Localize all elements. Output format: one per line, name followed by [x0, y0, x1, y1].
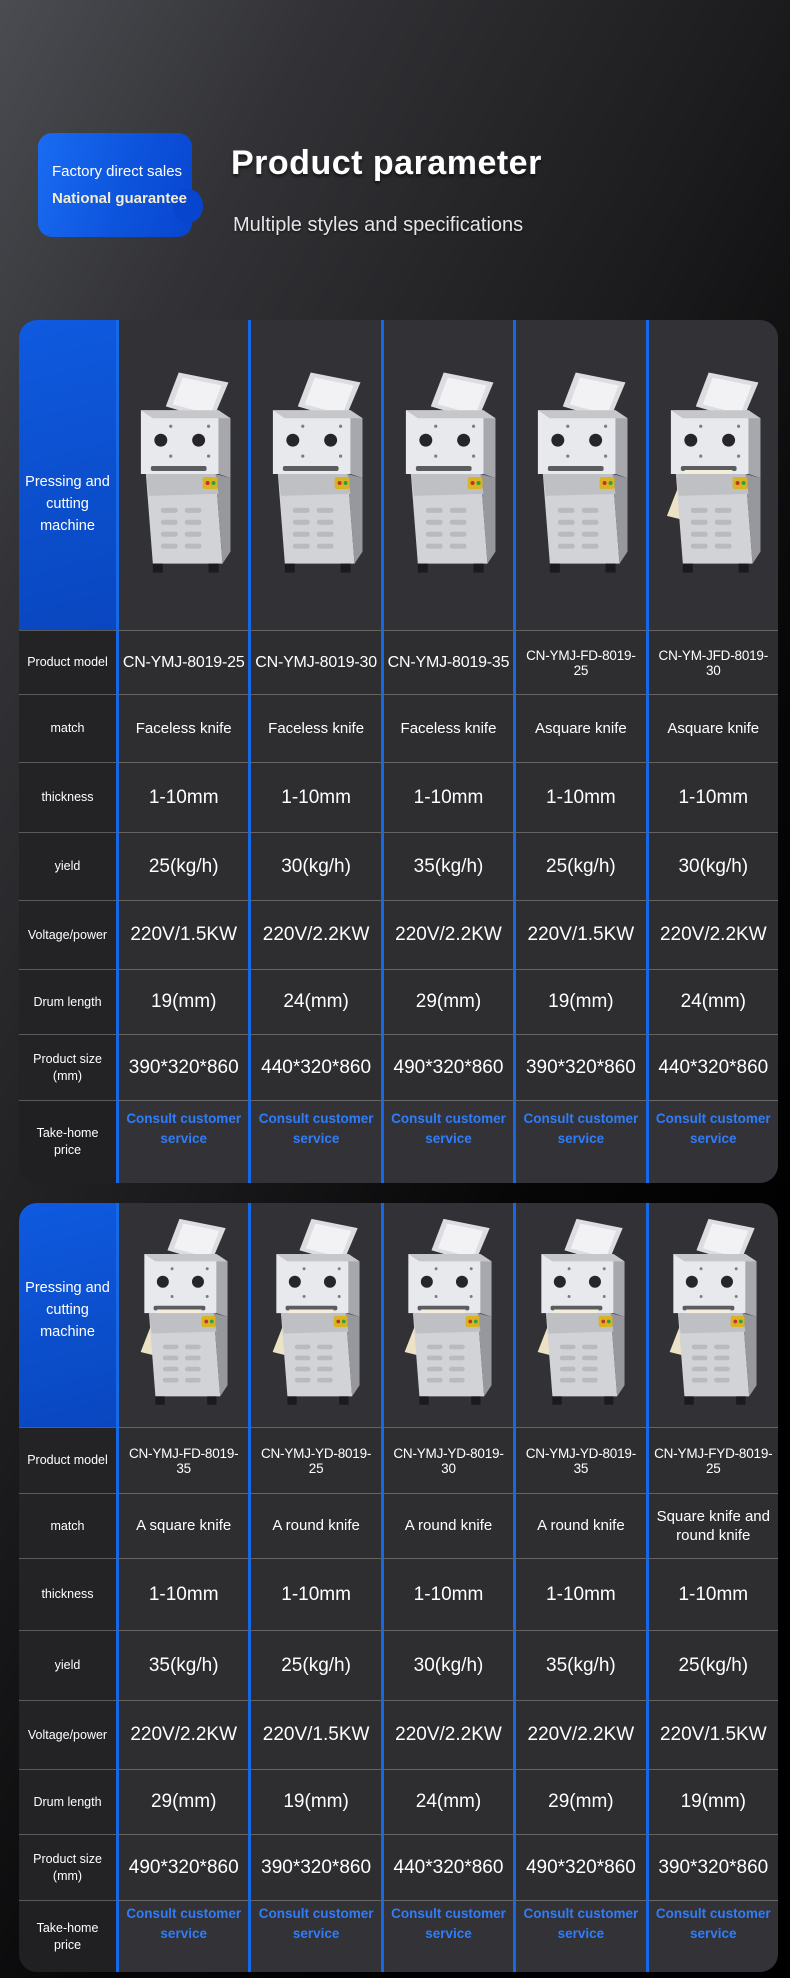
spec-value-drum: 19(mm) [116, 969, 248, 1034]
spec-value-model: CN-YMJ-YD-8019-25 [248, 1427, 380, 1493]
spec-value-model: CN-YMJ-FD-8019-35 [116, 1427, 248, 1493]
row-label-model: Product model [19, 630, 116, 694]
consult-service-link[interactable]: Consult customer service [646, 1100, 778, 1183]
spec-value-size: 390*320*860 [248, 1834, 380, 1900]
spec-value-size: 440*320*860 [646, 1034, 778, 1100]
spec-value-model: CN-YMJ-8019-30 [248, 630, 380, 694]
row-label-model: Product model [19, 1427, 116, 1493]
spec-value-drum: 19(mm) [646, 1769, 778, 1834]
spec-value-thickness: 1-10mm [646, 762, 778, 832]
row-label-yield: yield [19, 832, 116, 900]
spec-value-voltage: 220V/1.5KW [116, 900, 248, 969]
spec-value-match: Square knife and round knife [646, 1493, 778, 1558]
spec-table-2 [19, 1203, 778, 1972]
spec-value-yield: 30(kg/h) [381, 1630, 513, 1700]
product-photo-machine-with-noodles [646, 320, 778, 630]
noodle-machine-image [388, 1217, 508, 1413]
spec-value-match: Faceless knife [248, 694, 380, 762]
consult-service-link[interactable]: Consult customer service [116, 1900, 248, 1972]
spec-value-size: 390*320*860 [513, 1034, 645, 1100]
row-label-size: Product size (mm) [19, 1034, 116, 1100]
row-label-match: match [19, 694, 116, 762]
spec-value-match: Asquare knife [646, 694, 778, 762]
spec-value-drum: 24(mm) [381, 1769, 513, 1834]
spec-value-yield: 25(kg/h) [513, 832, 645, 900]
page-subtitle: Multiple styles and specifications [233, 214, 524, 236]
noodle-machine-image [384, 338, 513, 614]
table-corner-text: Pressing and cutting machine [25, 1280, 110, 1340]
row-label-thickness: thickness [19, 1558, 116, 1630]
product-photo-machine [116, 320, 248, 630]
noodle-machine-image [653, 1217, 773, 1413]
spec-value-drum: 19(mm) [248, 1769, 380, 1834]
row-label-price: Take-home price [19, 1100, 116, 1183]
noodle-machine-image [649, 338, 778, 614]
row-label-yield: yield [19, 1630, 116, 1700]
spec-value-thickness: 1-10mm [513, 1558, 645, 1630]
product-photo-machine [513, 320, 645, 630]
spec-value-match: Faceless knife [381, 694, 513, 762]
table-corner-label [19, 1203, 116, 1427]
spec-value-size: 490*320*860 [513, 1834, 645, 1900]
spec-value-voltage: 220V/1.5KW [646, 1700, 778, 1769]
spec-value-model: CN-YMJ-8019-35 [381, 630, 513, 694]
product-photo-machine-with-noodles [646, 1203, 778, 1427]
consult-service-link[interactable]: Consult customer service [248, 1100, 380, 1183]
promo-badge [38, 133, 192, 237]
spec-value-model: CN-YMJ-YD-8019-30 [381, 1427, 513, 1493]
spec-value-voltage: 220V/2.2KW [116, 1700, 248, 1769]
spec-value-drum: 29(mm) [513, 1769, 645, 1834]
spec-value-voltage: 220V/2.2KW [646, 900, 778, 969]
spec-value-thickness: 1-10mm [381, 1558, 513, 1630]
consult-service-link[interactable]: Consult customer service [248, 1900, 380, 1972]
product-photo-machine-with-noodles [381, 1203, 513, 1427]
spec-value-voltage: 220V/1.5KW [513, 900, 645, 969]
spec-value-yield: 35(kg/h) [116, 1630, 248, 1700]
spec-value-model: CN-YMJ-FYD-8019-25 [646, 1427, 778, 1493]
row-label-voltage: Voltage/power [19, 1700, 116, 1769]
spec-value-voltage: 220V/2.2KW [381, 900, 513, 969]
spec-value-size: 440*320*860 [381, 1834, 513, 1900]
product-photo-machine [381, 320, 513, 630]
consult-service-link[interactable]: Consult customer service [513, 1900, 645, 1972]
spec-value-match: Asquare knife [513, 694, 645, 762]
noodle-machine-image [521, 1217, 641, 1413]
spec-value-voltage: 220V/1.5KW [248, 1700, 380, 1769]
spec-value-thickness: 1-10mm [248, 1558, 380, 1630]
spec-value-drum: 24(mm) [646, 969, 778, 1034]
spec-value-yield: 30(kg/h) [646, 832, 778, 900]
spec-value-model: CN-YMJ-YD-8019-35 [513, 1427, 645, 1493]
spec-value-model: CN-YMJ-FD-8019-25 [513, 630, 645, 694]
spec-value-thickness: 1-10mm [513, 762, 645, 832]
spec-value-yield: 25(kg/h) [248, 1630, 380, 1700]
spec-value-size: 490*320*860 [116, 1834, 248, 1900]
spec-value-size: 490*320*860 [381, 1034, 513, 1100]
spec-value-yield: 30(kg/h) [248, 832, 380, 900]
spec-value-thickness: 1-10mm [116, 1558, 248, 1630]
table-corner-text: Pressing and cutting machine [25, 474, 110, 534]
product-photo-machine-with-noodles [513, 1203, 645, 1427]
spec-value-yield: 35(kg/h) [381, 832, 513, 900]
spec-value-match: Faceless knife [116, 694, 248, 762]
consult-service-link[interactable]: Consult customer service [646, 1900, 778, 1972]
spec-value-size: 390*320*860 [646, 1834, 778, 1900]
spec-value-model: CN-YM-JFD-8019-30 [646, 630, 778, 694]
spec-value-voltage: 220V/2.2KW [381, 1700, 513, 1769]
row-label-price: Take-home price [19, 1900, 116, 1972]
row-label-drum: Drum length [19, 969, 116, 1034]
consult-service-link[interactable]: Consult customer service [116, 1100, 248, 1183]
row-label-thickness: thickness [19, 762, 116, 832]
noodle-machine-image [256, 1217, 376, 1413]
spec-value-drum: 19(mm) [513, 969, 645, 1034]
spec-value-yield: 25(kg/h) [116, 832, 248, 900]
spec-value-voltage: 220V/2.2KW [513, 1700, 645, 1769]
spec-value-match: A round knife [513, 1493, 645, 1558]
spec-value-thickness: 1-10mm [116, 762, 248, 832]
consult-service-link[interactable]: Consult customer service [381, 1900, 513, 1972]
spec-value-thickness: 1-10mm [248, 762, 380, 832]
row-label-match: match [19, 1493, 116, 1558]
spec-value-drum: 29(mm) [116, 1769, 248, 1834]
spec-value-thickness: 1-10mm [381, 762, 513, 832]
spec-value-size: 440*320*860 [248, 1034, 380, 1100]
promo-badge-line2: National guarantee [52, 190, 188, 207]
noodle-machine-image [516, 338, 645, 614]
product-photo-machine-with-noodles [248, 1203, 380, 1427]
page-title: Product parameter [231, 144, 542, 182]
spec-value-drum: 29(mm) [381, 969, 513, 1034]
product-photo-machine-with-noodles [116, 1203, 248, 1427]
spec-value-model: CN-YMJ-8019-25 [116, 630, 248, 694]
spec-value-thickness: 1-10mm [646, 1558, 778, 1630]
spec-value-size: 390*320*860 [116, 1034, 248, 1100]
spec-value-match: A square knife [116, 1493, 248, 1558]
spec-table-1 [19, 320, 778, 1183]
noodle-machine-image [119, 338, 248, 614]
spec-value-yield: 25(kg/h) [646, 1630, 778, 1700]
spec-value-drum: 24(mm) [248, 969, 380, 1034]
product-photo-machine [248, 320, 380, 630]
row-label-drum: Drum length [19, 1769, 116, 1834]
promo-badge-line1: Factory direct sales [52, 163, 183, 180]
spec-value-match: A round knife [381, 1493, 513, 1558]
consult-service-link[interactable]: Consult customer service [513, 1100, 645, 1183]
table-corner-label [19, 320, 116, 630]
noodle-machine-image [124, 1217, 244, 1413]
spec-value-match: A round knife [248, 1493, 380, 1558]
row-label-voltage: Voltage/power [19, 900, 116, 969]
spec-value-voltage: 220V/2.2KW [248, 900, 380, 969]
row-label-size: Product size (mm) [19, 1834, 116, 1900]
consult-service-link[interactable]: Consult customer service [381, 1100, 513, 1183]
noodle-machine-image [251, 338, 380, 614]
spec-value-yield: 35(kg/h) [513, 1630, 645, 1700]
